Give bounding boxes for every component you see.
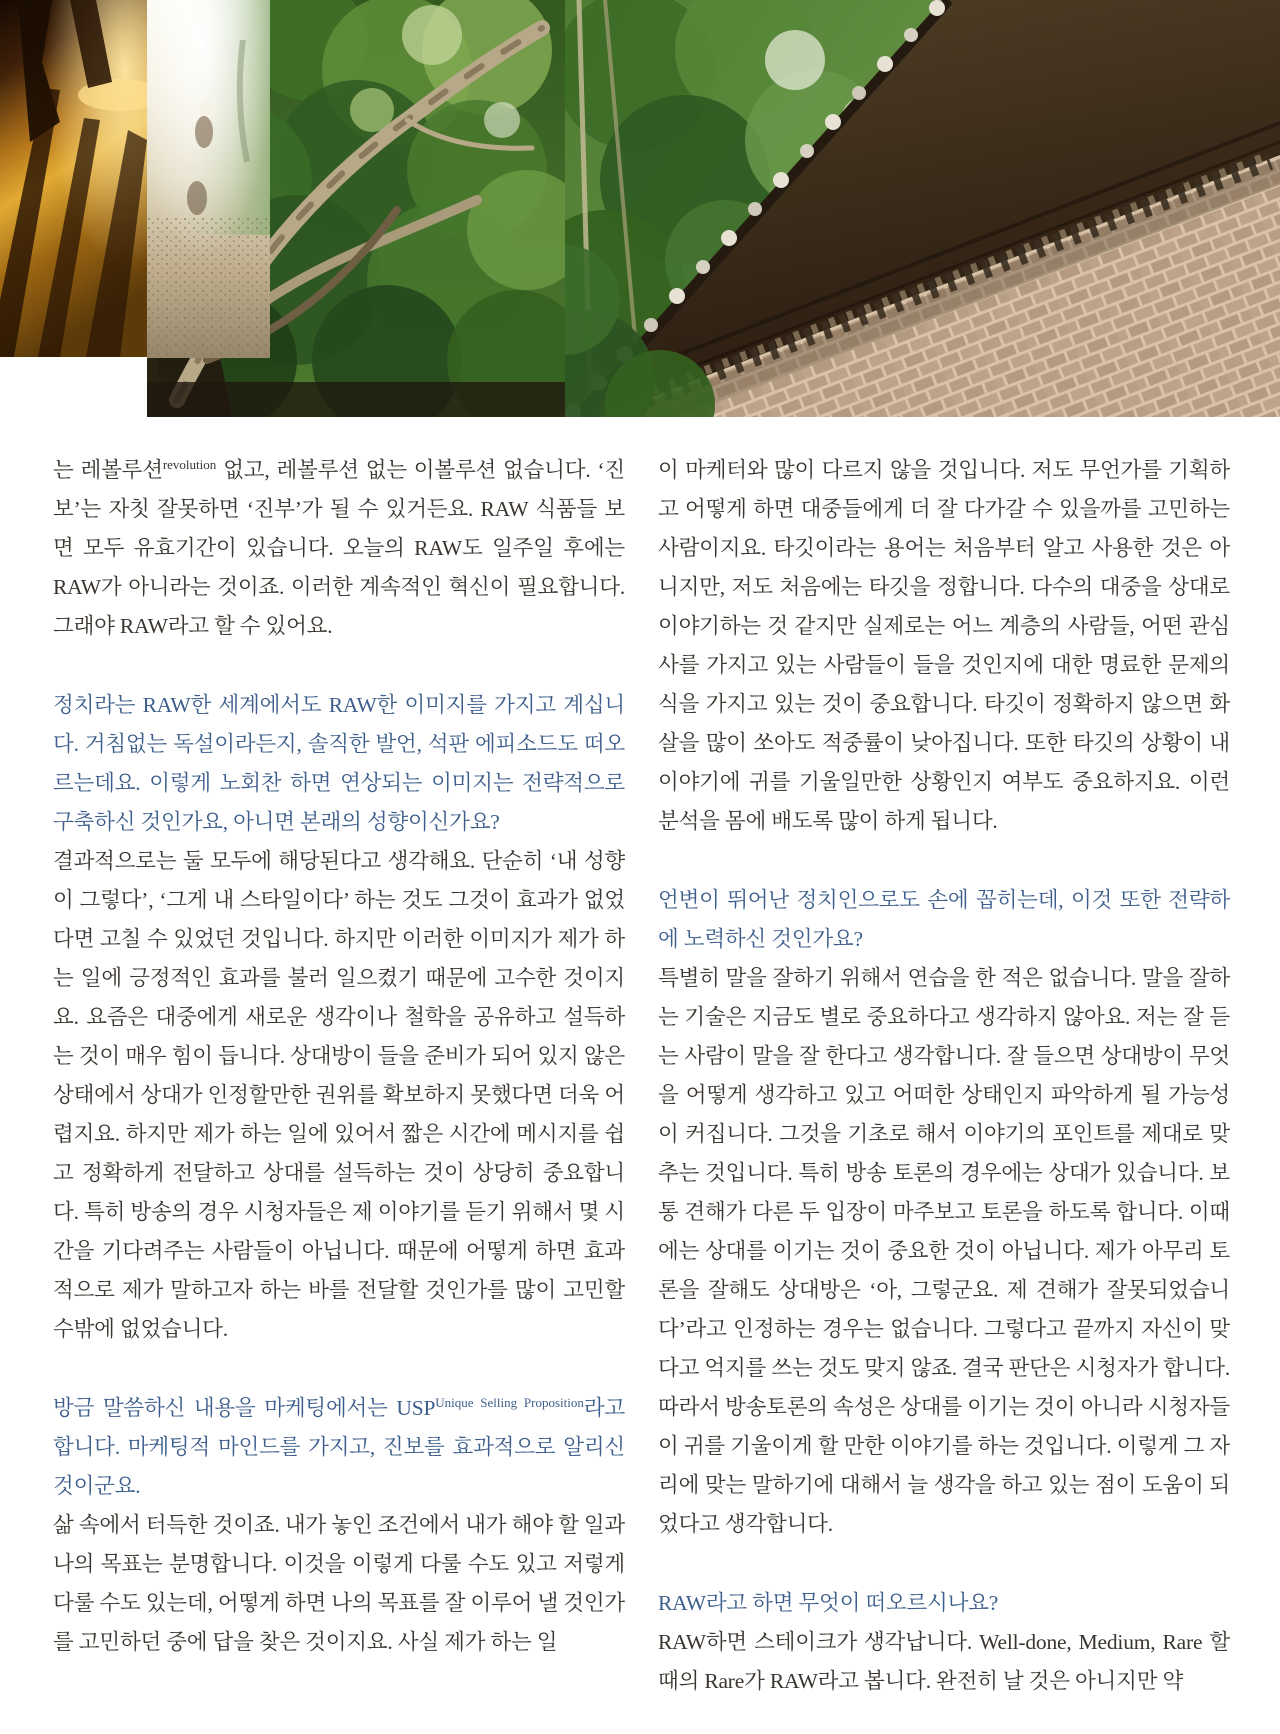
superscript-unique-selling-proposition: Unique Selling Proposition xyxy=(435,1394,584,1410)
photo-bright-shore-feet xyxy=(147,0,270,358)
paragraph-continued xyxy=(53,451,625,646)
column-left xyxy=(53,451,625,1701)
interview-article xyxy=(53,451,1230,1701)
question-raw-association: RAW라고 하면 무엇이 떠오르시나요? xyxy=(658,1591,999,1615)
photo-palace-stone-wall xyxy=(565,0,1280,417)
question-text: 방금 말씀하신 내용을 마케팅에서는 USP xyxy=(53,1396,436,1420)
answer-text: 없고, 레볼루션 없는 이볼루션 없습니다. ‘진보’는 자칫 잘못하면 ‘진부’가 될 수 있거든요. RAW 식품들 보면 모두 유효기간이 있습니다. 오늘의 RAW도 일주일 후에는 RAW가 아니라는 것이죠. 이러한 계속적인 혁신이 필요합니다. 그래야 RAW라고 할 수 있어요. xyxy=(53,458,625,638)
question-text: 라고 합니다. 마케팅적 마인드를 가지고, 진보를 효과적으로 알리신 것이군요. xyxy=(53,1396,626,1498)
photo-sunset-beach-walk xyxy=(0,0,147,357)
answer-speaking-skill: 특별히 말을 잘하기 위해서 연습을 한 적은 없습니다. 말을 잘하는 기술은 지금도 별로 중요하다고 생각하지 않아요. 저는 잘 듣는 사람이 말을 잘 한다고 생각합니다. 잘 들으면 상대방이 무엇을 어떻게 생각하고 있고 어떠한 상태인지 파악하게 될 가능성이 커집니다. 그것을 기초로 해서 이야기의 포인트를 제대로 맞추는 것입니다. 특히 방송 토론의 경우에는 상대가 있습니다. 보통 견해가 다른 두 입장이 마주보고 토론을 하도록 합니다. 이때에는 상대를 이기는 것이 중요한 것이 아닙니다. 제가 아무리 토론을 잘해도 상대방은 ‘아, 그렇군요. 제 견해가 잘못되었습니다’라고 인정하는 경우는 없습니다. 그렇다고 끝까지 자신이 맞다고 억지를 쓰는 것도 맞지 않죠. 결국 판단은 시청자가 합니다. 따라서 방송토론의 속성은 상대를 이기는 것이 아니라 시청자들이 귀를 기울이게 할 만한 이야기를 하는 것입니다. 이렇게 그 자리에 맞는 말하기에 대해서 늘 생각을 하고 있는 점이 도움이 되었다고 생각합니다. xyxy=(658,966,1230,1536)
question-image-strategy: 정치라는 RAW한 세계에서도 RAW한 이미지를 가지고 계십니다. 거침없는 독설이라든지, 솔직한 발언, 석판 에피소드도 떠오르는데요. 이렇게 노회찬 하면 연상되는 이미지는 전략적으로 구축하신 것인가요, 아니면 본래의 성향이신가요? xyxy=(53,693,625,834)
superscript-revolution: revolution xyxy=(162,456,217,472)
answer-image-strategy: 결과적으로는 둘 모두에 해당된다고 생각해요. 단순히 ‘내 성향이 그렇다’, ‘그게 내 스타일이다’ 하는 것도 그것이 효과가 없었다면 고칠 수 있었던 것입니다. 하지만 이러한 이미지가 제가 하는 일에 긍정적인 효과를 불러 일으켰기 때문에 고수한 것이지요. 요즘은 대중에게 새로운 생각이나 철학을 공유하고 설득하는 것이 매우 힘이 듭니다. 상대방이 들을 준비가 되어 있지 않은 상태에서 상대가 인정할만한 권위를 확보하지 못했다면 더욱 어렵지요. 하지만 제가 하는 일에 있어서 짧은 시간에 메시지를 쉽고 정확하게 전달하고 상대를 설득하는 것이 상당히 중요합니다. 특히 방송의 경우 시청자들은 제 이야기를 듣기 위해서 몇 시간을 기다려주는 사람들이 아닙니다. 때문에 어떻게 하면 효과적으로 제가 말하고자 하는 바를 전달할 것인가를 많이 고민할 수밖에 없었습니다. xyxy=(53,849,625,1341)
answer-raw-association: RAW하면 스테이크가 생각납니다. Well-done, Medium, Rare 할 때의 Rare가 RAW라고 봅니다. 완전히 날 것은 아니지만 약 xyxy=(658,1630,1230,1693)
column-right xyxy=(658,451,1230,1701)
question-usp xyxy=(53,1389,625,1506)
answer-usp-continued: 이 마케터와 많이 다르지 않을 것입니다. 저도 무언가를 기획하고 어떻게 하면 대중들에게 더 잘 다가갈 수 있을까를 고민하는 사람이지요. 타깃이라는 용어는 처음부터 알고 사용한 것은 아니지만, 저도 처음에는 타깃을 정합니다. 다수의 대중을 상대로 이야기하는 것 같지만 실제로는 어느 계층의 사람들, 어떤 관심사를 가지고 있는 사람들이 들을 것인지에 대한 명료한 문제의식을 가지고 있는 것이 중요합니다. 타깃이 정확하지 않으면 화살을 많이 쏘아도 적중률이 낮아집니다. 또한 타깃의 상황이 내 이야기에 귀를 기울일만한 상황인지 여부도 중요하지요. 이런 분석을 몸에 배도록 많이 하게 됩니다. xyxy=(658,458,1230,833)
answer-text: 는 레볼루션 xyxy=(53,458,163,482)
answer-usp: 삶 속에서 터득한 것이죠. 내가 놓인 조건에서 내가 해야 할 일과 나의 목표는 분명합니다. 이것을 이렇게 다룰 수도 있고 저렇게 다룰 수도 있는데, 어떻게 하면 나의 목표를 잘 이루어 낼 것인가를 고민하던 중에 답을 찾은 것이지요. 사실 제가 하는 일 xyxy=(53,1513,625,1654)
question-speaking-skill: 언변이 뛰어난 정치인으로도 손에 꼽히는데, 이것 또한 전략하에 노력하신 것인가요? xyxy=(658,888,1230,951)
